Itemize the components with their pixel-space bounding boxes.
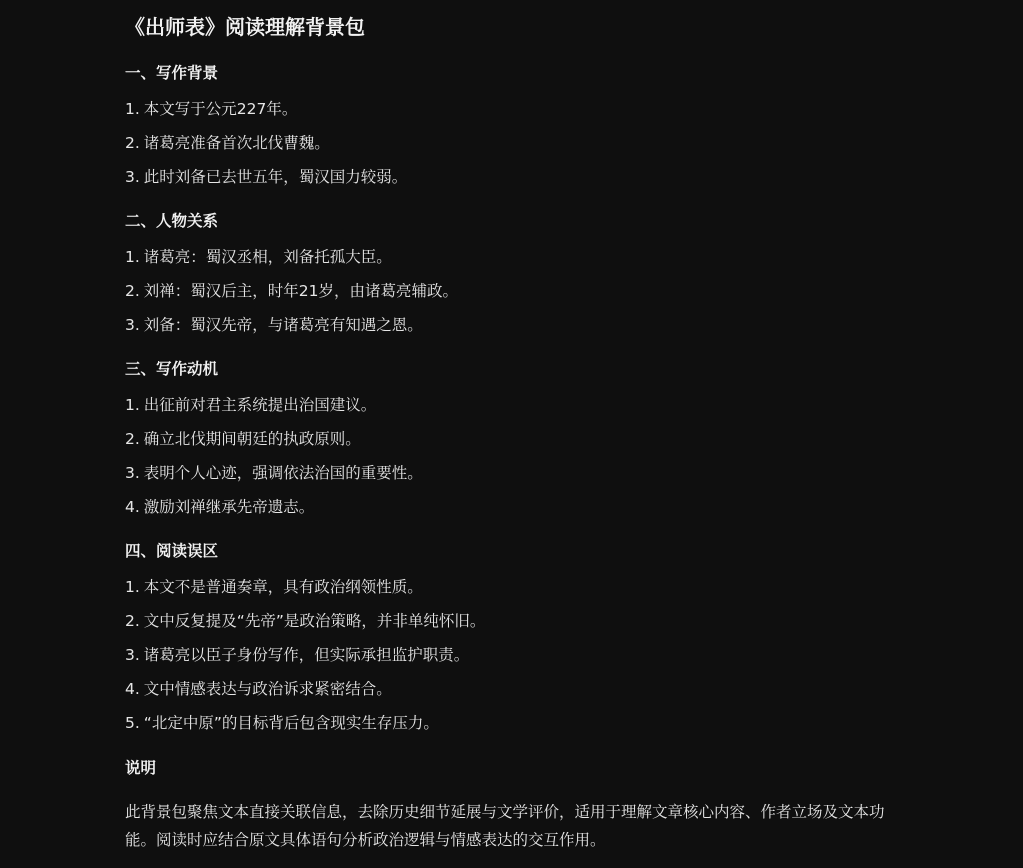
list-text: 刘备：蜀汉先帝，与诸葛亮有知遇之恩。 [143,316,423,334]
list-item [125,575,423,599]
list-number: 3. [125,646,140,664]
list-number: 3. [125,168,140,186]
list-number: 4. [125,680,140,698]
list-number: 2. [125,282,140,300]
list-item [125,461,423,485]
list-number: 2. [125,430,140,448]
note-heading: 说明 [125,759,157,777]
list-number: 1. [125,100,140,118]
list-text: 确立北伐期间朝廷的执政原则。 [143,430,361,448]
list-item [125,711,439,735]
list-text: 文中反复提及“先帝”是政治策略，并非单纯怀旧。 [143,612,486,630]
list-text: 此时刘备已去世五年，蜀汉国力较弱。 [143,168,408,186]
list-item [125,643,469,667]
list-item [125,279,458,303]
list-number: 3. [125,316,140,334]
section-heading-background: 一、写作背景 [125,64,219,82]
list-text: 诸葛亮以臣子身份写作，但实际承担监护职责。 [143,646,470,664]
list-text: 表明个人心迹，强调依法治国的重要性。 [143,464,423,482]
section-heading-characters: 二、人物关系 [125,212,219,230]
list-text: “北定中原”的目标背后包含现实生存压力。 [143,714,439,732]
list-text: 本文不是普通奏章，具有政治纲领性质。 [143,578,423,596]
list-item [125,131,330,155]
section-heading-misreadings: 四、阅读误区 [125,542,219,560]
list-text: 激励刘禅继承先帝遗志。 [143,498,315,516]
list-item [125,313,423,337]
list-number: 1. [125,578,140,596]
note-paragraph: 此背景包聚焦文本直接关联信息，去除历史细节延展与文学评价，适用于理解文章核心内容、作者立场及文本功能。阅读时应结合原文具体语句分析政治逻辑与情感表达的交互作用。 [125,803,885,849]
list-number: 1. [125,396,140,414]
list-text: 刘禅：蜀汉后主，时年21岁，由诸葛亮辅政。 [143,282,459,300]
list-item [125,677,392,701]
list-item [125,609,485,633]
list-text: 诸葛亮：蜀汉丞相，刘备托孤大臣。 [143,248,392,266]
list-item [125,393,376,417]
list-item [125,165,407,189]
list-text: 诸葛亮准备首次北伐曹魏。 [143,134,330,152]
list-number: 1. [125,248,140,266]
list-text: 本文写于公元227年。 [143,100,298,118]
list-number: 4. [125,498,140,516]
list-item [125,97,297,121]
section-heading-motivation: 三、写作动机 [125,360,219,378]
list-number: 2. [125,134,140,152]
document-title: 《出师表》阅读理解背景包 [125,15,365,39]
list-number: 2. [125,612,140,630]
list-item [125,245,392,269]
list-item [125,495,314,519]
list-item [125,427,361,451]
list-text: 文中情感表达与政治诉求紧密结合。 [143,680,392,698]
list-number: 3. [125,464,140,482]
list-text: 出征前对君主系统提出治国建议。 [143,396,377,414]
list-number: 5. [125,714,140,732]
